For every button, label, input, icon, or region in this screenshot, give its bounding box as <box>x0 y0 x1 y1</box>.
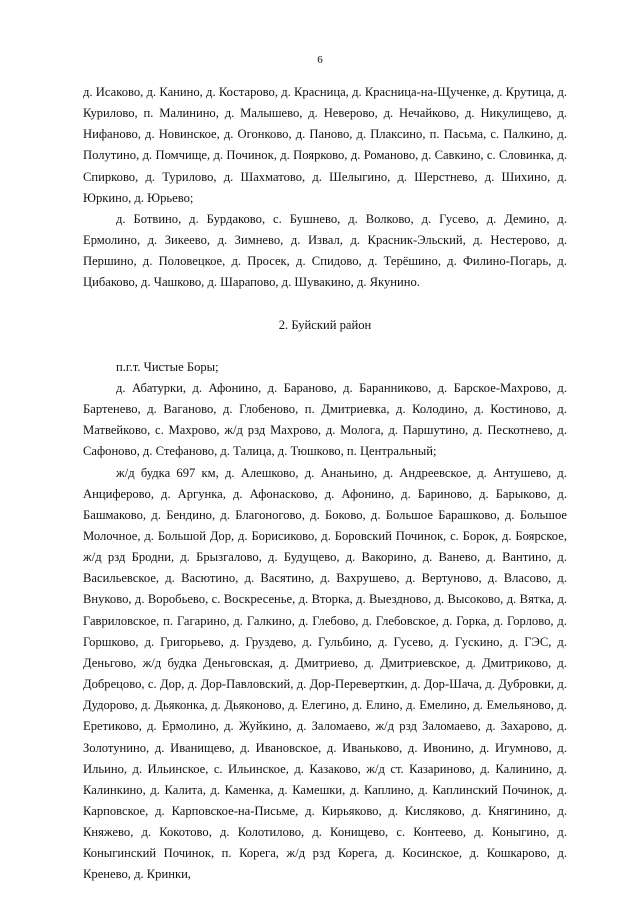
section-heading: 2. Буйский район <box>278 317 372 332</box>
document-body <box>83 82 567 886</box>
settlement-list-paragraph: д. Исаково, д. Канино, д. Костарово, д. Красница, д. Красница-на-Щученке, д. Крутица, д. Курилово, п. Малинино, д. Малышево, д. Неверово, д. Нечайково, д. Никулищево, д. Нифаново, д. Новинское, д. Огонково, д. Паново, д. Плаксино, п. Пасьма, с. Палкино, д. Полутино, д. Помчище, д. Починок, д. Поярково, д. Романово, д. Савкино, с. Словинка, д. Спирково, д. Турилово, д. Шахматово, д. Шелыгино, д. Шерстнево, д. Шихино, д. Юркино, д. Юрьево; <box>83 85 567 205</box>
settlement-list-paragraph: ж/д будка 697 км, д. Алешково, д. Ананьино, д. Андреевское, д. Антушево, д. Анциферово, д. Аргунка, д. Афонасково, д. Афонино, д. Бариново, д. Барыково, д. Башмаково, д. Бендино, д. Благоногово, д. Боково, д. Большое Барашково, д. Большое Молочное, д. Большой Дор, д. Борисиково, д. Боровский Починок, с. Борок, д. Боярское, ж/д рзд Бродни, д. Брызгалово, д. Будущево, д. Вакорино, д. Ванево, д. Вантино, д. Васильевское, д. Васютино, д. Васятино, д. Вахрушево, д. Вертуново, д. Власово, д. Внуково, д. Воробьево, с. Воскресенье, д. Вторка, д. Выездново, д. Высоково, д. Вятка, д. Гавриловское, п. Гагарино, д. Галкино, д. Глебово, д. Глебовское, д. Горка, д. Горлово, д. Горшково, д. Григорьево, д. Груздево, д. Гульбино, д. Гусево, д. Гускино, д. ГЭС, д. Деньгово, ж/д будка Деньговская, д. Дмитриево, д. Дмитриевское, д. Дмитриково, д. Добрецово, с. Дор, д. Дор-Павловский, д. Дор-Переверткин, д. Дор-Шача, д. Дубровки, д. Дудорово, д. Дьяконка, д. Дьяконово, д. Елегино, д. Елино, д. Емелино, д. Емельяново, д. Еретиково, д. Ермолино, д. Жуйкино, д. Заломаево, ж/д рзд Заломаево, д. Захарово, д. Золотунино, д. Иванищево, д. Ивановское, д. Иваньково, д. Ивонино, д. Игумново, д. Ильино, д. Ильинское, с. Ильинское, д. Казаково, ж/д ст. Казариново, д. Калинино, д. Калинкино, д. Калита, д. Каменка, д. Камешки, д. Каплино, д. Каплинский Починок, д. Карповское, д. Карповское-на-Письме, д. Кирьяково, д. Кисляково, д. Княгинино, д. Княжево, д. Кокотово, д. Колотилово, д. Конищево, с. Контеево, д. Коныгино, д. Коныгинский Починок, п. Корега, ж/д рзд Корега, д. Косинское, д. Кошкарово, д. Кренево, д. Кринки, <box>83 465 567 882</box>
settlement-list-paragraph: п.г.т. Чистые Боры; <box>116 359 219 374</box>
settlement-list-paragraph: д. Абатурки, д. Афонино, д. Бараново, д. Баранниково, д. Барское-Махрово, д. Бартенево, д. Ваганово, д. Глобеново, п. Дмитриевка, д. Колодино, д. Костиново, д. Матвейково, с. Махрово, ж/д рзд Махрово, д. Молога, д. Паршутино, д. Пескотнево, д. Сафоново, д. Стефаново, д. Талица, д. Тюшково, п. Центральный; <box>83 380 567 459</box>
page-number: 6 <box>317 54 323 66</box>
settlement-list-paragraph: д. Ботвино, д. Бурдаково, с. Бушнево, д. Волково, д. Гусево, д. Демино, д. Ермолино, д. Зикеево, д. Зимнево, д. Извал, д. Красник-Эльский, д. Нестерово, д. Першино, д. Половецкое, д. Просек, д. Спидово, д. Терёшино, д. Филино-Погарь, д. Цибаково, д. Чашково, д. Шарапово, д. Шувакино, д. Якунино. <box>83 211 567 290</box>
